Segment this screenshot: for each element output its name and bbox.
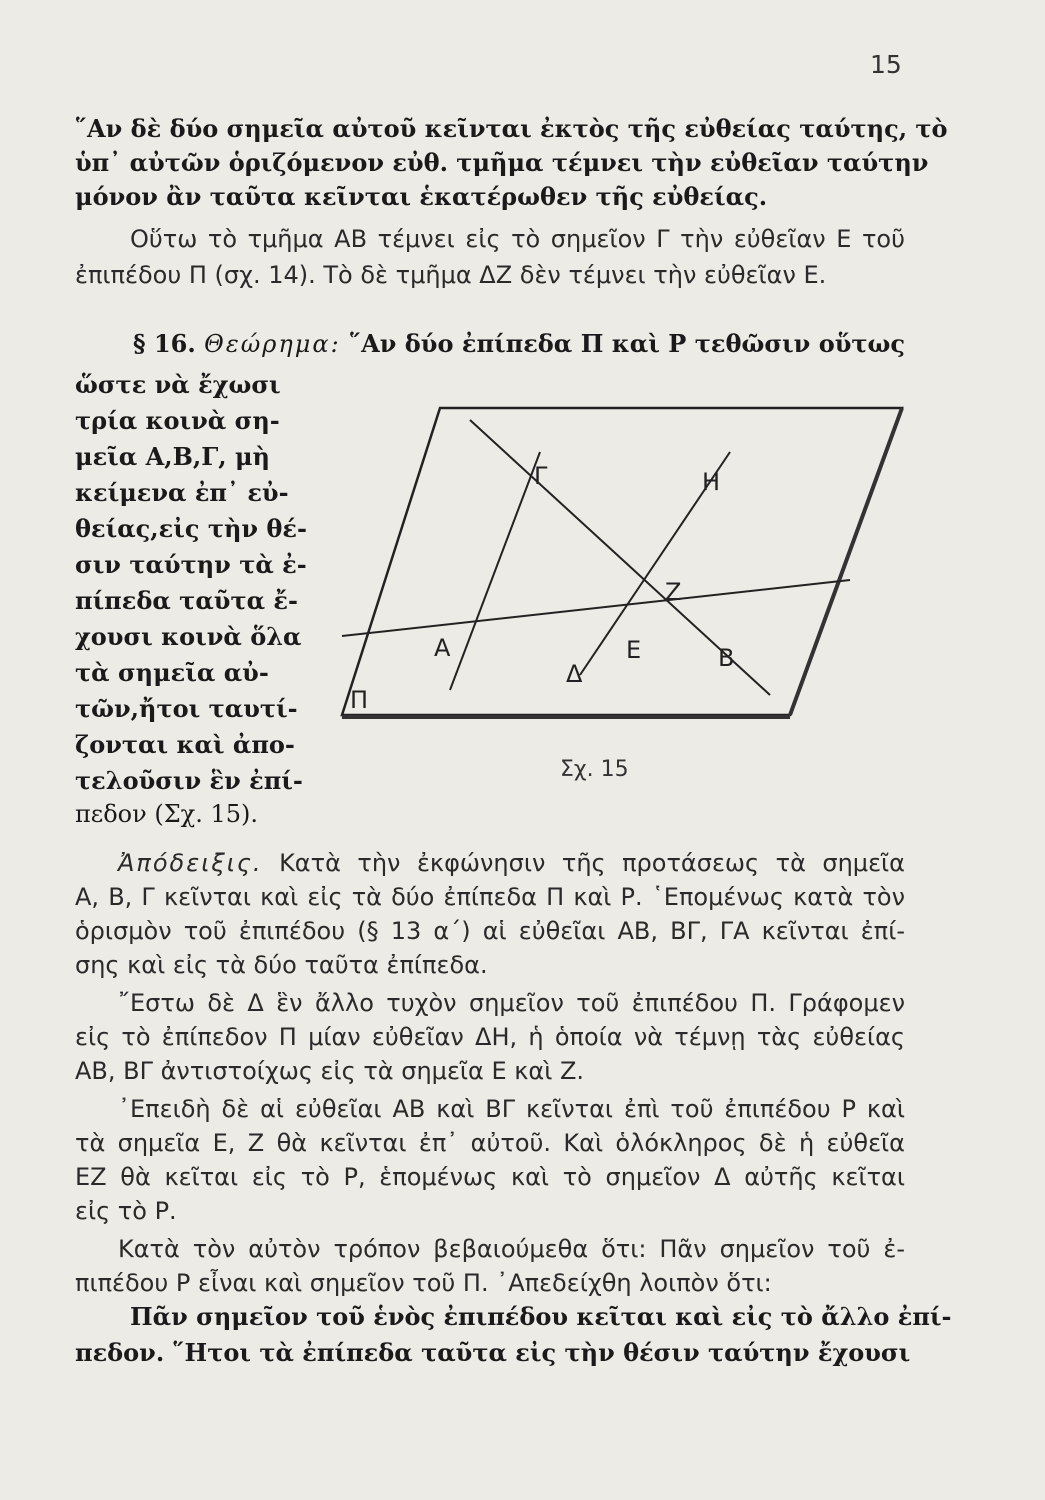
- label-alpha: Α: [434, 634, 451, 662]
- label-zeta: Ζ: [665, 578, 682, 606]
- text-line: ῞Αν δὲ δύο σημεῖα αὐτοῦ κεῖνται ἐκτὸς τῆς εὐθείας ταύτης, τὸ: [75, 114, 948, 143]
- figure-caption: Σχ. 15: [560, 757, 629, 782]
- theorem-line: τελοῦσιν ἓν ἐπί-: [75, 766, 303, 795]
- theorem-line: μεῖα Α,Β,Γ, μὴ: [75, 442, 270, 471]
- theorem-line: τρία κοινὰ ση-: [75, 406, 280, 435]
- text-line: τὰ σημεῖα Ε, Ζ θὰ κεῖνται ἐπ᾽ αὐτοῦ. Καὶ ὁλόκληρος δὲ ἡ εὐθεῖα: [75, 1129, 905, 1157]
- text-line: Α, Β, Γ κεῖνται καὶ εἰς τὰ δύο ἐπίπεδα Π καὶ Ρ. ῾Επομένως κατὰ τὸν: [75, 883, 905, 911]
- page-number: 15: [870, 50, 902, 79]
- theorem-line: σιν ταύτην τὰ ἐ-: [75, 550, 307, 579]
- text-line: ᾽Επειδὴ δὲ αἱ εὐθεῖαι ΑΒ καὶ ΒΓ κεῖνται ἐπὶ τοῦ ἐπιπέδου Ρ καὶ: [118, 1095, 905, 1123]
- text-line: ΕΖ θὰ κεῖται εἰς τὸ Ρ, ἑπομένως καὶ τὸ σημεῖον Δ αὐτῆς κεῖται: [75, 1163, 905, 1191]
- theorem-line: τὰ σημεῖα αὐ-: [75, 658, 269, 687]
- section-number: § 16.: [133, 329, 196, 358]
- theorem-line: κείμενα ἐπ᾽ εὐ-: [75, 478, 289, 507]
- text-line: Πᾶν σημεῖον τοῦ ἑνὸς ἐπιπέδου κεῖται καὶ εἰς τὸ ἄλλο ἐπί-: [130, 1302, 952, 1331]
- proof-first-text: Κατὰ τὴν ἐκφώνησιν τῆς προτάσεως τὰ σημεῖα: [279, 849, 905, 877]
- theorem-line: πεδον (Σχ. 15).: [75, 800, 258, 828]
- text-line: εἰς τὸ ἐπίπεδον Π μίαν εὐθεῖαν ΔΗ, ἡ ὁποία νὰ τέμνῃ τὰς εὐθείας: [75, 1023, 905, 1051]
- theorem-line: θείας,εἰς τὴν θέ-: [75, 514, 307, 543]
- theorem-line: ὥστε νὰ ἔχωσι: [75, 370, 281, 399]
- theorem-first-line: ῞Αν δύο ἐπίπεδα Π καὶ Ρ τεθῶσιν οὕτως: [349, 329, 905, 358]
- label-beta: Β: [718, 644, 735, 672]
- text-line: πεδον. ῞Ητοι τὰ ἐπίπεδα ταῦτα εἰς τὴν θέσιν ταύτην ἔχουσι: [75, 1338, 911, 1367]
- theorem-line: πίπεδα ταῦτα ἔ-: [75, 586, 298, 615]
- text-line: Κατὰ τὸν αὐτὸν τρόπον βεβαιούμεθα ὅτι: Πᾶν σημεῖον τοῦ ἐ-: [118, 1235, 905, 1263]
- figure-15: [330, 390, 920, 800]
- text-line: Οὕτω τὸ τμῆμα ΑΒ τέμνει εἰς τὸ σημεῖον Γ τὴν εὐθεῖαν Ε τοῦ: [130, 225, 905, 253]
- text-line: σης καὶ εἰς τὰ δύο ταῦτα ἐπίπεδα.: [75, 951, 488, 979]
- text-line: εἰς τὸ Ρ.: [75, 1197, 177, 1225]
- text-line: μόνον ἂν ταῦτα κεῖνται ἑκατέρωθεν τῆς εὐθείας.: [75, 182, 768, 211]
- text-line: ἐπιπέδου Π (σχ. 14). Τὸ δὲ τμῆμα ΔΖ δὲν τέμνει τὴν εὐθεῖαν Ε.: [75, 261, 827, 289]
- theorem-heading: [133, 327, 905, 361]
- label-delta: Δ: [566, 660, 583, 688]
- label-eta: Η: [702, 468, 721, 496]
- label-pi: Π: [350, 686, 369, 714]
- label-gamma: Γ: [534, 462, 548, 490]
- figure-15-diagram: [330, 390, 920, 800]
- line-ab: [342, 580, 850, 636]
- text-line: ὑπ᾽ αὐτῶν ὁριζόμενον εὐθ. τμῆμα τέμνει τὴν εὐθεῖαν ταύτην: [75, 148, 929, 177]
- theorem-line: ζονται καὶ ἀπο-: [75, 730, 295, 759]
- text-line: ὁρισμὸν τοῦ ἐπιπέδου (§ 13 α΄) αἱ εὐθεῖαι ΑΒ, ΒΓ, ΓΑ κεῖνται ἐπί-: [75, 917, 905, 945]
- label-epsilon: Ε: [626, 636, 642, 664]
- theorem-line: χουσι κοινὰ ὅλα: [75, 622, 302, 651]
- theorem-label: Θεώρημα:: [204, 330, 341, 358]
- theorem-line: τῶν,ἤτοι ταυτί-: [75, 694, 298, 723]
- plane-outline: [342, 408, 902, 715]
- text-line: ΑΒ, ΒΓ ἀντιστοίχως εἰς τὰ σημεῖα Ε καὶ Ζ.: [75, 1057, 585, 1085]
- line-ga: [450, 452, 540, 690]
- proof-first-line: [118, 846, 905, 880]
- text-line: πιπέδου Ρ εἶναι καὶ σημεῖον τοῦ Π. ᾽Απεδείχθη λοιπὸν ὅτι:: [75, 1269, 772, 1297]
- proof-label: Ἀπόδειξις.: [118, 849, 263, 877]
- plane-edge: [790, 408, 902, 715]
- text-line: ῎Εστω δὲ Δ ἓν ἄλλο τυχὸν σημεῖον τοῦ ἐπιπέδου Π. Γράφομεν: [118, 989, 905, 1017]
